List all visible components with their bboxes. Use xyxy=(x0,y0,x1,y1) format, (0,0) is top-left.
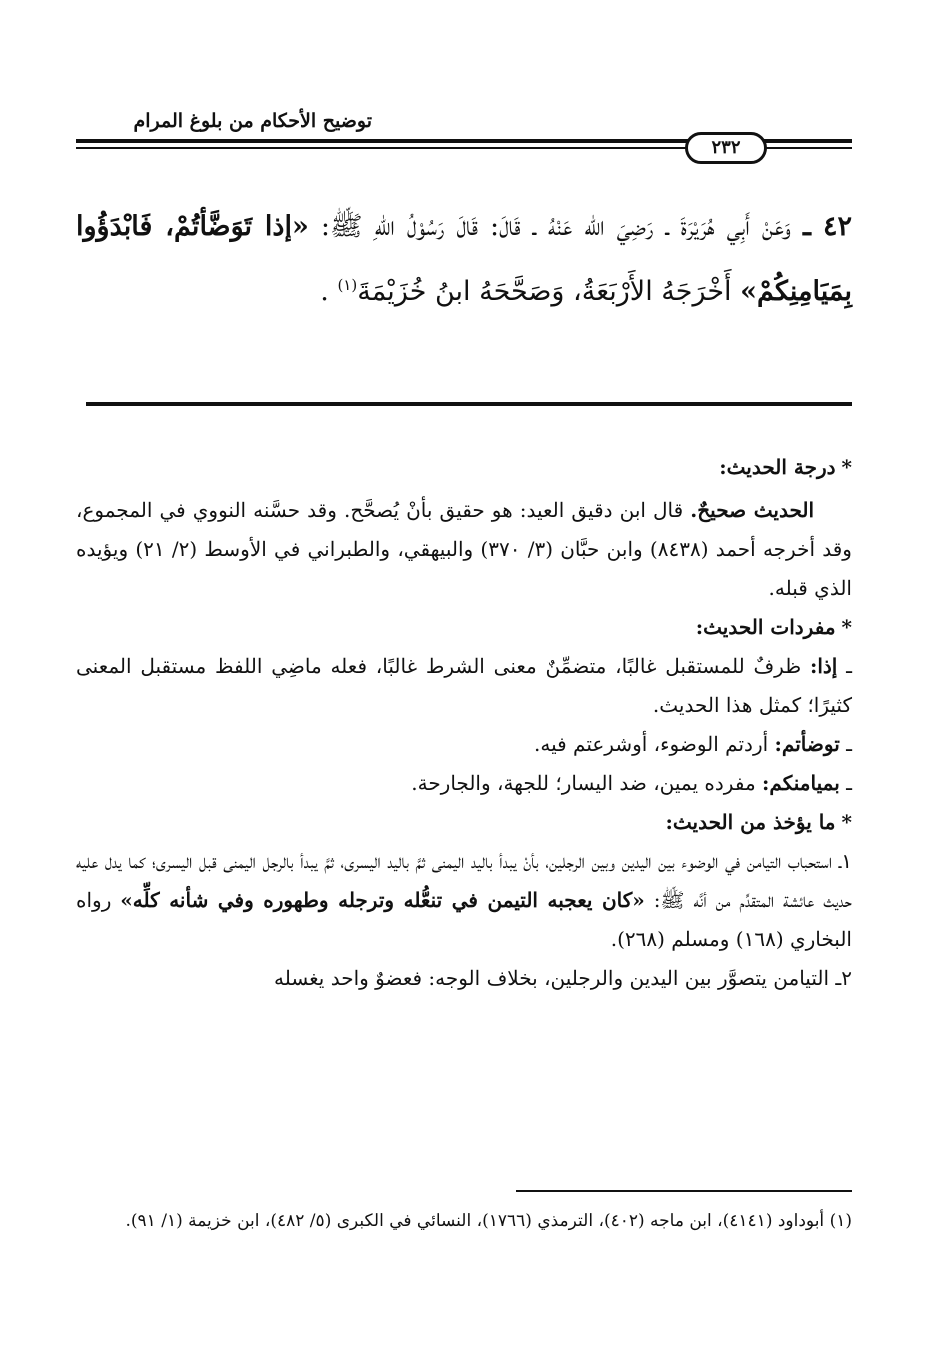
hadith-divider xyxy=(86,402,852,406)
hadith-takhrij: أَخْرَجَهُ الأَرْبَعَةُ، وَصَحَّحَهُ ابنُ خُزَيْمَةَ xyxy=(357,276,732,307)
grade-heading xyxy=(76,448,852,487)
lesson-text: استحباب التيامن في الوضوء بين اليدين وبين الرجلين، بأنْ يبدأ باليد اليمنى ثمَّ باليد اليسرى، ثمَّ يبدأ بالرجل اليمنى قبل اليسرى؛ كما يدل عليه حديث عائشة المتقدِّم من أنَّه ﷺ: xyxy=(76,849,853,912)
hadith-quote: «إذا تَوَضَّأتُمْ، فَابْدَؤُوا بِمَيَامِنِكُمْ» xyxy=(76,211,852,307)
star-icon: * xyxy=(841,615,852,639)
hadith-dash: ـ xyxy=(803,211,811,242)
star-icon: * xyxy=(841,455,852,479)
footnote-ref: (١) xyxy=(337,276,358,294)
vocab-heading-label: مفردات الحديث: xyxy=(695,615,836,639)
vocab-item xyxy=(76,647,852,725)
vocab-item xyxy=(76,725,852,764)
star-icon: * xyxy=(841,810,852,834)
page-number: ٢٣٢ xyxy=(685,132,767,164)
vocab-prefix: ـ xyxy=(846,654,852,678)
grade-paragraph xyxy=(76,491,852,608)
hadith-chain: وَعَنْ أَبِي هُرَيْرَةَ ـ رَضِيَ الله عَنْهُ ـ قَالَ: قَالَ رَسُوْلُ اللهِ ﷺ: xyxy=(320,211,791,242)
vocab-term: توضأتم: xyxy=(774,732,840,756)
footnote xyxy=(76,1204,852,1238)
vocab-item xyxy=(76,764,852,803)
grade-text: قال ابن دقيق العيد: هو حقيق بأنْ يُصحَّح. وقد حسَّنه النووي في المجموع، وقد أخرجه أحمد (٨٤٣٨) وابن حبَّان (٣/ ٣٧٠) والبيهقي، والطبراني في الأوسط (٢/ ٢١) ويؤيده الذي قبله. xyxy=(76,498,852,600)
lesson-item-2 xyxy=(76,959,852,998)
footnote-text: أبوداود (٤١٤١)، ابن ماجه (٤٠٢)، الترمذي (١٧٦٦)، النسائي في الكبرى (٥/ ٤٨٢)، ابن خزيمة (١/ ٩١). xyxy=(125,1211,825,1231)
lesson-item-1 xyxy=(76,842,852,959)
lessons-heading-label: ما يؤخذ من الحديث: xyxy=(665,810,836,834)
vocab-prefix: ـ xyxy=(846,771,852,795)
lesson-text: التيامن يتصوَّر بين اليدين والرجلين، بخلاف الوجه: فعضوٌ واحد يغسله xyxy=(273,966,830,990)
footnote-divider xyxy=(516,1190,852,1192)
hadith-number: ٤٢ xyxy=(822,211,852,242)
vocab-heading xyxy=(76,608,852,647)
lesson-number: ١ـ xyxy=(838,849,852,873)
running-title: توضيح الأحكام من بلوغ المرام xyxy=(133,110,372,132)
lessons-heading xyxy=(76,803,852,842)
vocab-prefix: ـ xyxy=(846,732,852,756)
hadith-text xyxy=(76,198,852,321)
grade-heading-label: درجة الحديث: xyxy=(719,455,836,479)
lesson-quote: «كان يعجبه التيمن في تنعُّله وترجله وطهوره وفي شأنه كلِّه» xyxy=(120,888,645,912)
lesson-number: ٢ـ xyxy=(835,966,852,990)
lesson-source: رواه البخاري (١٦٨) ومسلم (٢٦٨). xyxy=(76,888,852,951)
vocab-definition: مفرده يمين، ضد اليسار؛ للجهة، والجارحة. xyxy=(411,771,756,795)
book-page xyxy=(76,0,852,1372)
hadith-end: . xyxy=(320,276,329,307)
vocab-term: إذا: xyxy=(809,654,838,678)
footnote-marker: (١) xyxy=(829,1211,852,1231)
vocab-term: بميامنكم: xyxy=(762,771,840,795)
vocab-definition: ظرفٌ للمستقبل غالبًا، متضمِّنٌ معنى الشرط غالبًا، فعله ماضِي اللفظ مستقبل المعنى كثيرًا؛ كمثل هذا الحديث. xyxy=(76,654,852,717)
grade-lead: الحديث صحيحٌ. xyxy=(690,498,815,522)
commentary xyxy=(76,448,852,998)
vocab-definition: أردتم الوضوء، أوشرعتم فيه. xyxy=(533,732,769,756)
